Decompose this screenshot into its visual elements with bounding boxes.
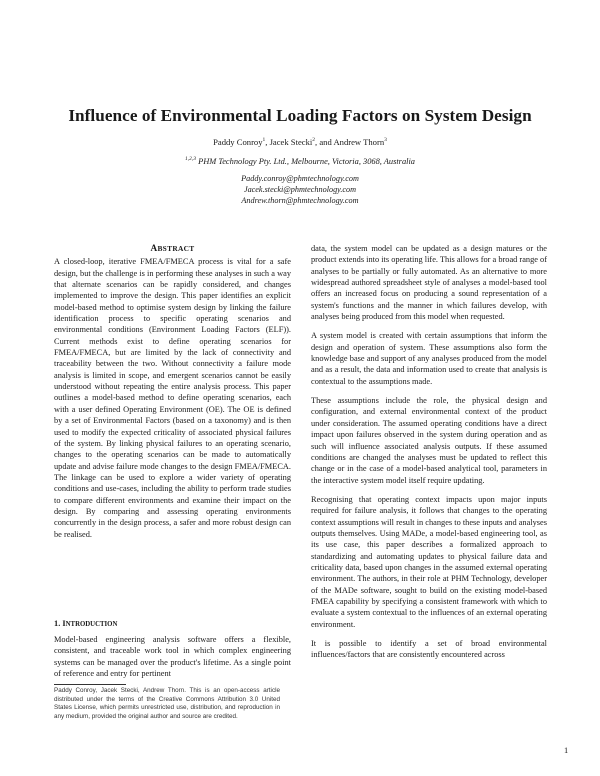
section-heading-introduction: 1. INTRODUCTION — [54, 619, 118, 628]
author-email[interactable]: Andrew.thorn@phmtechnology.com — [241, 196, 359, 205]
body-paragraph: A system model is created with certain assumptions that inform the design and operation of system. These assumptions also form the knowledge base and support of any analyses produced from the model and as a result, the data and information used to create that analysis is contextual to the assumptions made. — [311, 331, 547, 386]
right-column — [311, 243, 547, 661]
author-sup: 3 — [384, 137, 387, 144]
intro-paragraph: Model-based engineering analysis software offers a flexible, consistent, and traceable work tool in which complex engineering systems can be managed over the product's lifetime. As a single point of reference and entry for pertinent — [54, 635, 291, 679]
body-paragraph: data, the system model can be updated as a design matures or the product extends into its operating life. This allows for a broad range of analyses to be partially or fully automated. As an alternative to more widespread authored spreadsheet style of analyses a model-based tool offers an increased focus on producing a sound representation of a system's functions and the manner in which failures develop, with analyses being produced from this model when requested. — [311, 244, 547, 322]
abstract-heading: ABSTRACT — [150, 243, 195, 253]
author-email[interactable]: Paddy.conroy@phmtechnology.com — [241, 174, 359, 183]
footnote-divider — [54, 684, 126, 685]
author-email[interactable]: Jacek.stecki@phmtechnology.com — [243, 185, 357, 194]
author-name: Paddy Conroy — [213, 137, 263, 147]
affiliation-sup: 1,2,3 — [185, 156, 196, 163]
page-number: 1 — [564, 746, 569, 755]
author-sup: 1 — [262, 137, 266, 144]
author-separator: , and — [315, 137, 334, 147]
affiliation — [0, 157, 600, 166]
paper-title: Influence of Environmental Loading Factors on System Design — [68, 106, 532, 125]
body-paragraph: It is possible to identify a set of broad environmental influences/factors that are consistently encountered across — [311, 639, 547, 660]
author-name: Andrew Thorn — [333, 137, 385, 147]
license-footnote: Paddy Conroy, Jacek Stecki, Andrew Thorn. This is an open-access article distributed under the terms of the Creative Commons Attribution 3.0 United States License, which permits unrestricted use, distribution, and reproduction in any medium, provided the original author and source are credited. — [54, 687, 280, 720]
affiliation-text: PHM Technology Pty. Ltd., Melbourne, Victoria, 3068, Australia — [198, 157, 415, 166]
author-line — [0, 137, 600, 147]
abstract-text: A closed-loop, iterative FMEA/FMECA process is vital for a safe design, but the challenge is in performing these analyses in such a way that alternate scenarios can be rapidly considered, and changes implemented to improve the design. This paper identifies an explicit model-based method to optimise system design by linking the failure identification process to specific operating scenarios and environmental conditions (Environment Loading Factors (ELF)). Current methods exist to define operating scenarios for FMEA/FMECA, but are limited by the lack of connectivity and traceability between the two. Without connectivity a failure mode analysis is limited in scope, and emergent scenarios cannot be easily understood without repeating the entire analysis process. This paper outlines a model-based method to define operating scenarios, each with a user defined Operating Environment (OE). The OE is defined by a set of Environmental Factors (based on a taxonomy) and is then used to modify the expected criticality of associated physical failures of the system. By linking physical failures to an operating scenario, changes to the operating scenarios can be made to automatically update and advise failure mode changes to the design FMEA/FMECA. The linkage can be used to explore a wider variety of operating conditions and use-cases, including the ability to perform trade studies to compare different environments and examine their impact on the design. By comparing and assessing operating environments concurrently in the design process, a safer and more robust design can be realised. — [54, 257, 291, 539]
author-sup: 2 — [312, 137, 316, 144]
left-column — [54, 243, 291, 540]
author-separator: , — [265, 137, 270, 147]
body-paragraph: These assumptions include the role, the physical design and configuration, and external environmental context of the product under consideration. The assumed operating conditions have a direct impact upon failures observed in the system during operation and as such will influence associated analysis outputs. If these assumed conditions are changed the analyses must be updated to reflect this change or in the case of a model-based analytical tool, parameters in the interactive system model itself require updating. — [311, 396, 547, 485]
author-name: Jacek Stecki — [269, 137, 313, 147]
body-paragraph: Recognising that operating context impacts upon major inputs required for failure analysis, it follows that changes to the operating context assumptions will result in changes to these inputs and analyses outputs themselves. Using MADe, a model-based engineering tool, as its use case, this paper describes a formalized approach to standardizing and automating updates to physical failure data and criticality data, based upon changes in the assumed external operating environment. The authors, in their role at PHM Technology, developer of the MADe software, sought to build on the existing model-based FMEA capability by specifying a consistent framework with which to evaluate a system contextual to the influences of an external operating environment. — [311, 494, 547, 629]
